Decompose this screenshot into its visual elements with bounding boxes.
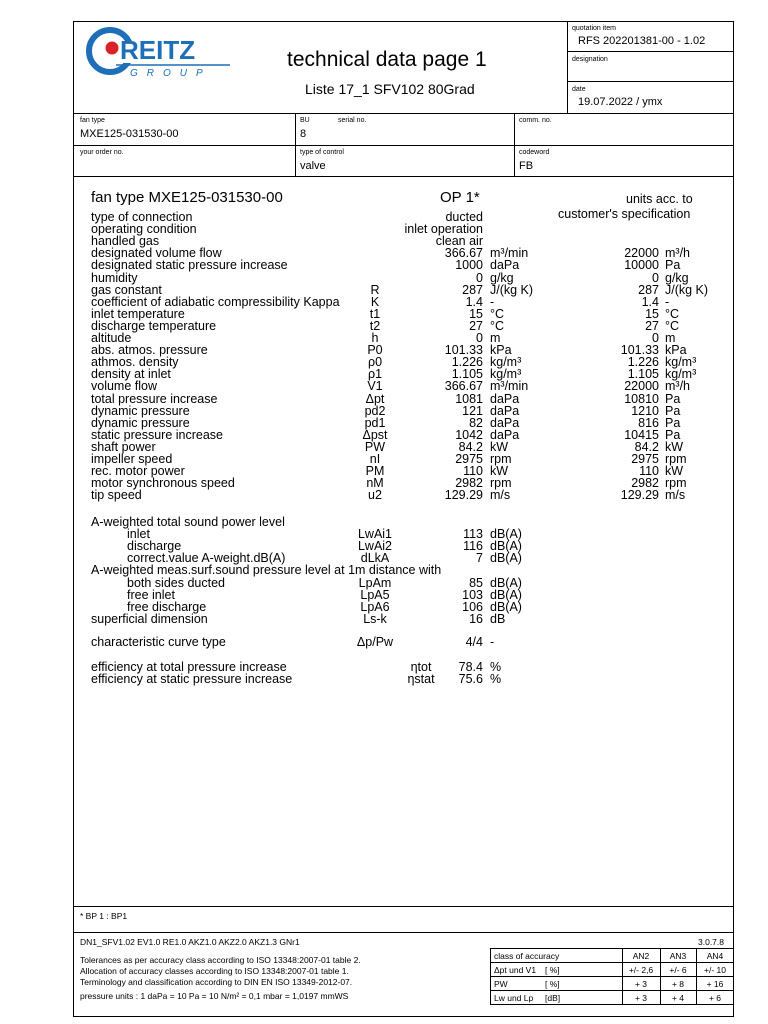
row-label: A-weighted meas.surf.sound pressure level at 1m distance with <box>91 563 442 578</box>
row-unit-2: g/kg <box>665 270 689 285</box>
row-value: 2982 <box>455 476 483 491</box>
row-value: 1.105 <box>451 367 483 382</box>
logo-group-text: GROUP <box>130 68 212 79</box>
row-unit: daPa <box>490 391 520 406</box>
row-label: athmos. density <box>91 355 179 370</box>
row-unit-2: kW <box>665 439 684 454</box>
row-unit-2: Pa <box>665 258 681 273</box>
row-label: motor synchronous speed <box>91 476 235 491</box>
row-value: clean air <box>435 234 483 249</box>
row-label: efficiency at static pressure increase <box>91 672 293 687</box>
efficiency-row <box>0 673 768 686</box>
row-value: 84.2 <box>458 439 483 454</box>
acc-row-2 <box>490 976 734 977</box>
row-value: 2975 <box>455 452 483 466</box>
row-value-2: 0 <box>652 270 659 285</box>
row-unit: dB(A) <box>490 527 522 542</box>
row-unit: m³/min <box>490 379 529 394</box>
row-unit: m <box>490 331 501 345</box>
row-symbol: nM <box>366 476 384 491</box>
row-value: 129.29 <box>444 488 483 503</box>
row-unit-2: Pa <box>665 403 681 418</box>
row-unit: °C <box>490 306 505 321</box>
row-label: characteristic curve type <box>91 635 226 649</box>
row-label: abs. atmos. pressure <box>91 343 208 358</box>
row-value: 1.4 <box>465 294 483 309</box>
row-label: designated volume flow <box>91 246 222 261</box>
row-unit-2: - <box>665 294 670 309</box>
row-label: designated static pressure increase <box>91 258 288 273</box>
row-value: 366.67 <box>444 246 483 261</box>
control-label: type of control <box>300 149 344 156</box>
row-unit: kg/m³ <box>490 367 522 382</box>
row-value: 16 <box>469 611 483 626</box>
quotation-divider <box>567 51 734 52</box>
page-subtitle: Liste 17_1 SFV102 80Grad <box>305 81 475 97</box>
acc-top <box>490 948 734 949</box>
row-unit: °C <box>490 318 505 333</box>
version-line: DN1_SFV1.02 EV1.0 RE1.0 AKZ1.0 AKZ2.0 AKZ1.3 GNr1 <box>80 937 300 947</box>
row-value-2: 287 <box>638 282 659 297</box>
acc-header-label: class of accuracy <box>494 951 560 961</box>
info-divider-2 <box>73 176 734 177</box>
row-value: 287 <box>462 282 483 297</box>
row-label: rec. motor power <box>91 464 185 479</box>
row-symbol: Δp/Pw <box>356 635 394 649</box>
footer-line-3: Terminology and classification according to DIN EN ISO 13349-2012-07. <box>80 977 353 987</box>
row-symbol: t2 <box>369 318 381 333</box>
row-unit: kW <box>490 439 509 454</box>
acc-row-3 <box>490 990 734 991</box>
footer-divider-2 <box>73 932 734 933</box>
row-unit-2: rpm <box>665 452 687 466</box>
row-value-2: 1.4 <box>641 294 659 309</box>
row-value-2: 1210 <box>631 403 659 418</box>
row-value-2: 27 <box>645 318 659 333</box>
row-symbol: R <box>370 282 380 297</box>
row-unit-2: °C <box>665 318 680 333</box>
acc-header-an2: AN2 <box>632 951 650 961</box>
row-unit: % <box>490 660 502 674</box>
row-symbol: Ls-k <box>363 611 387 626</box>
comm-label: comm. no. <box>519 117 552 124</box>
row-unit-2: m³/h <box>665 379 690 394</box>
codeword-value: FB <box>519 160 534 172</box>
row-unit-2: kW <box>665 464 684 479</box>
row-value-2: 15 <box>645 306 659 321</box>
row-symbol: u2 <box>368 488 382 503</box>
row-label: impeller speed <box>91 452 173 466</box>
row-label: tip speed <box>91 488 142 503</box>
row-label: handled gas <box>91 234 160 249</box>
row-value-2: 816 <box>638 415 659 430</box>
row-unit: dB(A) <box>490 587 522 602</box>
acc-r3-a: + 3 <box>634 993 648 1003</box>
row-value: 101.33 <box>444 343 483 358</box>
row-value: 15 <box>469 306 483 321</box>
main-fan-type-heading: fan type MXE125-031530-00 <box>91 189 283 206</box>
footer-line-4: pressure units : 1 daPa = 10 Pa = 10 N/m² = 0,1 mbar = 1,0197 mmWS <box>80 991 349 1001</box>
row-value: 0 <box>476 331 483 345</box>
row-label: both sides ducted <box>127 575 225 590</box>
row-unit: % <box>490 672 502 687</box>
row-label: discharge <box>127 539 182 554</box>
row-unit: dB <box>490 611 506 626</box>
footer-line-1: Tolerances as per accuracy class according to ISO 13348:2007-01 table 2. <box>80 955 361 965</box>
row-value: 1042 <box>455 427 483 442</box>
row-label: altitude <box>91 331 132 345</box>
serial-label: serial no. <box>338 117 367 124</box>
row-label: correct.value A-weight.dB(A) <box>127 551 286 566</box>
row-symbol: V1 <box>367 379 383 394</box>
bu-value: 8 <box>300 128 307 140</box>
row-label: free inlet <box>127 587 175 602</box>
row-value: 106 <box>462 599 483 614</box>
row-unit: daPa <box>490 403 520 418</box>
row-unit-2: °C <box>665 306 680 321</box>
row-label: A-weighted total sound power level <box>91 515 285 529</box>
row-unit-2: m/s <box>665 488 686 503</box>
row-value-2: 110 <box>639 464 659 479</box>
row-symbol: ρ0 <box>367 355 383 370</box>
reitz-logo <box>84 27 234 83</box>
row-symbol: t1 <box>369 306 381 321</box>
row-symbol: ηstat <box>407 672 435 687</box>
row-label: density at inlet <box>91 367 171 382</box>
row-label: dynamic pressure <box>91 415 190 430</box>
row-symbol: LpA6 <box>360 599 390 614</box>
row-value-2: 10415 <box>624 427 659 442</box>
row-value-2: 1.105 <box>627 367 659 382</box>
acc-header-an3: AN3 <box>669 951 687 961</box>
acc-r2-label: PW <box>494 979 508 989</box>
row-label: type of connection <box>91 210 193 224</box>
acc-r1-b: +/- 6 <box>669 965 687 975</box>
acc-row-1 <box>490 962 734 963</box>
row-unit: daPa <box>490 427 520 442</box>
row-unit: m³/min <box>490 246 529 261</box>
row-label: inlet <box>127 527 150 542</box>
row-unit: rpm <box>490 452 512 466</box>
row-value: inlet operation <box>404 222 483 237</box>
row-symbol: dLkA <box>360 551 390 566</box>
row-value-2: 2982 <box>631 476 659 491</box>
designation-divider <box>567 81 734 82</box>
codeword-label: codeword <box>519 149 550 156</box>
row-label: efficiency at total pressure increase <box>91 660 287 674</box>
date-label: date <box>572 86 586 93</box>
row-unit: kW <box>490 464 509 479</box>
quotation-item-label: quotation item <box>572 25 616 32</box>
units-line-2: customer's specification <box>558 207 691 221</box>
row-value-2: 2975 <box>631 452 659 466</box>
row-label: operating condition <box>91 222 197 237</box>
row-unit-2: kPa <box>665 343 687 358</box>
row-value: 1.226 <box>451 355 483 370</box>
acc-bottom <box>490 1004 734 1005</box>
row-value: 366.67 <box>444 379 483 394</box>
info-col-divider-1 <box>295 113 296 176</box>
row-symbol: pd1 <box>364 415 386 430</box>
row-label: total pressure increase <box>91 391 218 406</box>
row-unit: dB(A) <box>490 575 522 590</box>
row-symbol: h <box>371 331 379 345</box>
row-value: ducted <box>445 210 483 224</box>
row-symbol: pd2 <box>364 403 386 418</box>
date-value: 19.07.2022 / ymx <box>578 96 663 108</box>
data-row <box>0 489 768 502</box>
quotation-item-value: RFS 202201381-00 - 1.02 <box>578 35 706 47</box>
row-value-2: 84.2 <box>634 439 659 454</box>
row-label: inlet temperature <box>91 306 185 321</box>
row-label: coefficient of adiabatic compressibility Kappa <box>91 294 340 309</box>
row-value-2: 1.226 <box>627 355 659 370</box>
acc-r3-unit: [dB] <box>545 993 561 1003</box>
row-unit: daPa <box>490 415 520 430</box>
row-symbol: P0 <box>367 343 383 358</box>
acc-r2-b: + 8 <box>671 979 685 989</box>
row-symbol: K <box>370 294 380 309</box>
designation-label: designation <box>572 56 608 63</box>
row-symbol: LwAi1 <box>357 527 393 542</box>
bu-label: BU <box>300 117 310 124</box>
row-unit-2: Pa <box>665 391 681 406</box>
row-symbol: LwAi2 <box>357 539 393 554</box>
acc-header-an4: AN4 <box>706 951 724 961</box>
units-line-1: units acc. to <box>626 192 693 206</box>
row-value: 110 <box>463 464 483 479</box>
row-symbol: PM <box>365 464 385 479</box>
row-unit: daPa <box>490 258 520 273</box>
row-symbol: LpAm <box>358 575 392 590</box>
acc-r1-label: Δpt und V1 <box>494 965 537 975</box>
row-symbol: ρ1 <box>367 367 383 382</box>
row-unit: rpm <box>490 476 512 491</box>
footnote: * BP 1 : BP1 <box>80 911 128 921</box>
acc-r2-unit: [ %] <box>545 979 560 989</box>
acc-r3-c: + 6 <box>708 993 722 1003</box>
row-unit: m/s <box>490 488 511 503</box>
row-unit: kg/m³ <box>490 355 522 370</box>
row-unit: kPa <box>490 343 512 358</box>
row-unit-2: J/(kg K) <box>665 282 709 297</box>
row-value: 85 <box>469 575 483 590</box>
row-value: 0 <box>476 270 483 285</box>
info-col-divider-2 <box>514 113 515 176</box>
row-value-2: 129.29 <box>620 488 659 503</box>
row-unit: g/kg <box>490 270 514 285</box>
row-label: static pressure increase <box>91 427 224 442</box>
row-unit-2: rpm <box>665 476 687 491</box>
row-label: superficial dimension <box>91 611 208 626</box>
acc-r3-b: + 4 <box>671 993 685 1003</box>
row-label: volume flow <box>91 379 157 394</box>
info-divider-1 <box>73 145 734 146</box>
row-label: humidity <box>91 270 138 285</box>
page-title: technical data page 1 <box>287 48 487 71</box>
row-symbol: ηtot <box>410 660 432 674</box>
row-label: dynamic pressure <box>91 403 190 418</box>
acc-r1-unit: [ %] <box>545 965 560 975</box>
header-bottom-line <box>73 113 734 114</box>
row-unit: dB(A) <box>490 599 522 614</box>
row-value: 103 <box>462 587 483 602</box>
acc-r1-a: +/- 2,6 <box>628 965 654 975</box>
row-value-2: 10810 <box>624 391 659 406</box>
row-unit-2: Pa <box>665 427 681 442</box>
row-unit-2: kg/m³ <box>665 355 697 370</box>
row-label: shaft power <box>91 439 156 454</box>
version-number: 3.0.7.8 <box>698 937 724 947</box>
row-label: free discharge <box>127 599 207 614</box>
row-value: 116 <box>463 539 483 554</box>
row-value-2: 0 <box>652 331 659 345</box>
acc-r1-c: +/- 10 <box>704 965 726 975</box>
acc-r3-label: Lw und Lp <box>494 993 534 1003</box>
row-symbol: PW <box>364 439 386 454</box>
row-unit-2: m <box>665 331 676 345</box>
row-value: 4/4 <box>465 635 483 649</box>
row-value-2: 101.33 <box>620 343 659 358</box>
row-unit-2: kg/m³ <box>665 367 697 382</box>
acc-r2-c: + 16 <box>706 979 724 989</box>
fan-type-label: fan type <box>80 117 105 124</box>
row-value-2: 22000 <box>624 246 659 261</box>
row-value: 78.4 <box>458 660 483 674</box>
footer-divider-1 <box>73 906 734 907</box>
row-unit: - <box>490 294 495 309</box>
header-right-divider <box>567 21 568 113</box>
fan-type-value: MXE125-031530-00 <box>80 128 179 140</box>
footer-line-2: Allocation of accuracy classes according to ISO 13348:2007-01 table 1. <box>80 966 349 976</box>
row-value: 7 <box>476 551 483 566</box>
row-symbol: nI <box>369 452 381 466</box>
logo-text: REITZ <box>120 35 196 65</box>
sound-row <box>0 613 768 626</box>
reitz-logo-mark <box>84 27 234 83</box>
row-value: 27 <box>469 318 483 333</box>
row-value-2: 10000 <box>624 258 659 273</box>
row-symbol: LpA5 <box>360 587 390 602</box>
row-symbol: Δpt <box>365 391 385 406</box>
row-unit: J/(kg K) <box>490 282 534 297</box>
row-symbol: Δpst <box>362 427 388 442</box>
row-value: 82 <box>469 415 483 430</box>
row-value: 1000 <box>455 258 483 273</box>
row-unit-2: m³/h <box>665 246 690 261</box>
op-label: OP 1* <box>440 189 480 206</box>
row-value: 1081 <box>455 391 483 406</box>
row-label: discharge temperature <box>91 318 217 333</box>
order-label: your order no. <box>80 149 124 156</box>
row-unit: dB(A) <box>490 539 522 554</box>
row-value: 113 <box>463 527 483 542</box>
row-value: 75.6 <box>458 672 483 687</box>
row-unit: dB(A) <box>490 551 522 566</box>
row-value-2: 22000 <box>624 379 659 394</box>
curve-row <box>0 636 768 649</box>
acc-r2-a: + 3 <box>634 979 648 989</box>
row-unit: - <box>490 635 495 649</box>
row-label: gas constant <box>91 282 162 297</box>
row-unit-2: Pa <box>665 415 681 430</box>
control-value: valve <box>300 160 326 172</box>
row-value: 121 <box>462 403 483 418</box>
